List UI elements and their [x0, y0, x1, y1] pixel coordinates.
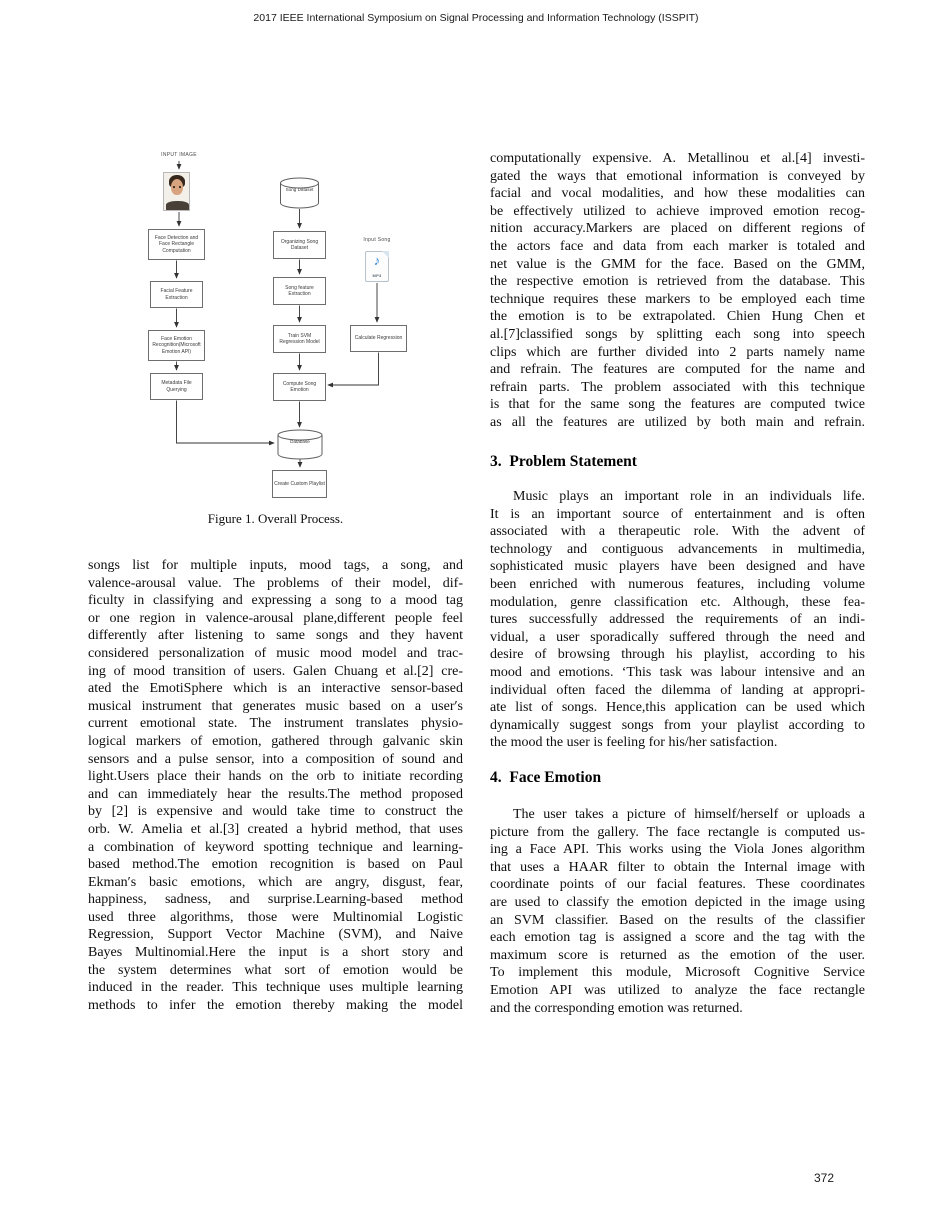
page-number: 372	[813, 1171, 835, 1185]
left-column-paragraph	[88, 557, 463, 1014]
mp3-text: MP3	[372, 273, 382, 278]
text-line: and the corresponding emotion was returned.	[490, 1000, 743, 1016]
text-line: coordinate points of our facial features. These coordinates	[490, 877, 865, 893]
text-line: a combination of keyword spotting technique and learning-	[88, 839, 463, 855]
connector-line	[328, 353, 379, 386]
text-line: ficulty in classifying and expressing a song to a mood tag	[88, 593, 463, 609]
text-line: ing a Face API. This works using the Viola Jones algorithm	[490, 842, 865, 858]
node-song-feature-extraction: Song feature Extraction	[273, 277, 326, 305]
text-line: modulation, genre classification etc. Although, these fea-	[490, 594, 865, 610]
text-line: the emotion is to be extrapolated. Chien Hung Chen et	[490, 309, 865, 325]
text-line: picture from the gallery. The face rectangle is computed us-	[490, 824, 865, 840]
node-face-detection: Face Detection and Face Rectangle Computation	[148, 229, 205, 260]
node-database-label: Database	[290, 439, 310, 444]
text-line: orb. W. Amelia et al.[3] created a hybrid method, that uses	[88, 821, 463, 837]
text-line: the respective emotion is retrieved from the database. This	[490, 274, 865, 290]
text-line: songs list for multiple inputs, mood tags, a song, and	[88, 558, 463, 573]
node-facial-feature-extraction: Facial Feature Extraction	[150, 281, 203, 308]
text-line: considered personalization of music mood model and trac-	[88, 645, 463, 661]
text-line: current emotional state. The instrument translates physio-	[88, 716, 463, 732]
text-line: be effectively utilized to achieve improved emotion recog-	[490, 203, 865, 219]
text-line: that uses a HAAR filter to obtain the Internal image with	[490, 859, 865, 875]
text-line: Bayes Multinomial.Here the input is a short story and	[88, 945, 463, 961]
photo-shirt	[166, 201, 189, 210]
text-line: musical instrument that generates music based on a user′s	[88, 698, 463, 714]
figure-caption: Figure 1. Overall Process.	[207, 511, 344, 526]
text-line: or one region in valence-arousal plane,different people feel	[88, 610, 463, 626]
text-line: valence-arousal value. The problems of their model, dif-	[88, 575, 463, 591]
node-face-emotion-recognition: Face Emotion Recognition(Microsoft Emotion API)	[148, 330, 205, 361]
section-4-heading: 4. Face Emotion	[490, 769, 602, 786]
text-line: vidual, a user sporadically suffered through the need and	[490, 629, 865, 645]
text-line: induced in the reader. This technique uses multiple learning	[88, 980, 463, 996]
text-line: al.[7]classified songs by splitting each song into speech	[490, 326, 865, 342]
text-line: methods to infer the emotion thereby making the model	[88, 997, 463, 1013]
right-column-paragraph-1	[490, 150, 865, 432]
node-organizing-song-dataset: Organizing Song Dataset	[273, 231, 326, 259]
text-line: desire of browsing through his playlist, according to his	[490, 647, 865, 663]
text-line: is that for the same song the features are computed twice	[490, 397, 865, 413]
text-line: associated with a therapeutic role. With the advent of	[490, 524, 865, 540]
text-line: mood and emotions. ‘This task was labour intensive and an	[490, 664, 865, 680]
text-line: happiness, sadness, and surprise.Learning-based method	[88, 892, 463, 908]
text-line: sensors and a pulse sensor, into a composition of sound and	[88, 751, 463, 767]
node-metadata-file-querying: Metadata File Querying	[150, 373, 203, 400]
section-3-heading: 3. Problem Statement	[490, 453, 637, 470]
text-line: Ekman′s basic emotions, which are angry, disgust, fear,	[88, 874, 463, 890]
text-line: clips which are further divided into 2 parts namely name	[490, 344, 865, 360]
text-line: ated the EmotiSphere which is an interactive sensor-based	[88, 681, 463, 697]
text-line: the actors face and data from each marker is totaled and	[490, 238, 865, 254]
node-calculate-regression: Calculate Regression	[350, 325, 407, 352]
text-line: are used to classify the emotion depicted in the image using	[490, 894, 865, 910]
song-dataset-cylinder	[281, 178, 319, 208]
text-line: light.Users place their hands on the orb to initiate recording	[88, 769, 463, 785]
text-line: individual often faced the dilemma of landing at appropri-	[490, 682, 865, 698]
figure-1-flowchart	[88, 150, 463, 502]
text-line: facial and vocal modalities, and how these modalities can	[490, 186, 865, 202]
text-line: differently after listening to same songs and they havent	[88, 628, 463, 644]
text-line: an SVM classifier. Based on the results of the classifier	[490, 912, 865, 928]
text-line: Emotion API was utilized to analyze the face rectangle	[490, 982, 865, 998]
input-song-label: Input Song	[363, 237, 391, 243]
text-line: and can immediately hear the results.The method proposed	[88, 786, 463, 802]
text-line: refrain parts. The problem associated with this technique	[490, 379, 865, 395]
text-line: each emotion tag is assigned a score and the tag with the	[490, 930, 865, 946]
text-line: the mood the user is feeling for his/her satisfaction.	[490, 735, 778, 751]
mp3-file-icon	[365, 251, 389, 282]
node-compute-song-emotion: Compute Song Emotion	[273, 373, 326, 401]
text-line: sophisticated music players have been designed and have	[490, 559, 865, 575]
input-face-photo	[163, 172, 190, 211]
text-line: ate list of songs. Hence,this application can be used which	[490, 700, 865, 716]
photo-eye	[179, 186, 181, 188]
text-line: maximum score is returned as the emotion of the user.	[490, 947, 865, 963]
text-line: logical markers of emotion, gathered through galvanic skin	[88, 733, 463, 749]
text-line: dynamically suggest songs from your playlist according to	[490, 717, 865, 733]
text-line: technique requires these markers to be employed each time	[490, 291, 865, 307]
right-column-paragraph-2	[490, 488, 865, 752]
text-line: nition accuracy.Markers are placed on different regions of	[490, 221, 865, 237]
conference-header: 2017 IEEE International Symposium on Signal Processing and Information Technology (ISSPIT)	[253, 12, 699, 24]
text-line: gated the ways that emotional information is conveyed by	[490, 168, 865, 184]
text-line: Music plays an important role in an individuals life.	[513, 489, 865, 504]
text-line: been enriched with numerous features, including volume	[490, 576, 865, 592]
text-line: net value is the GMM for the face. Based on the GMM,	[490, 256, 865, 272]
text-line: used three algorithms, those were Multinomial Logistic	[88, 909, 463, 925]
node-create-custom-playlist: Create Custom Playlist	[272, 470, 327, 498]
text-line: computationally expensive. A. Metallinou et al.[4] investi-	[490, 151, 865, 166]
text-line: To implement this module, Microsoft Cognitive Service	[490, 965, 865, 981]
text-line: tures successfully addressed the requirements of an indi-	[490, 612, 865, 628]
input-image-label: INPUT IMAGE	[161, 152, 197, 158]
photo-eye	[173, 186, 175, 188]
text-line: by [2] is expensive and would take time to construct the	[88, 804, 463, 820]
text-line: technology and contiguous advancements in multimedia,	[490, 541, 865, 557]
text-line: the system determines what sort of emotion would be	[88, 962, 463, 978]
connector-line	[177, 401, 275, 444]
text-line: It is an important source of entertainment and is often	[490, 506, 865, 522]
node-song-dataset-label: Song Dataset	[285, 187, 314, 192]
text-line: based method.The emotion recognition is based on Paul	[88, 857, 463, 873]
text-line: and refrain. The features are computed for the name and	[490, 362, 865, 378]
database-cylinder	[278, 430, 322, 459]
text-line: ing of mood transition of users. Galen Chuang et al.[2] cre-	[88, 663, 463, 679]
text-line: as all the features are utilized by both main and refrain.	[490, 414, 865, 430]
text-line: The user takes a picture of himself/herself or uploads a	[513, 807, 865, 822]
music-note-icon: ♪	[373, 253, 381, 268]
right-column-paragraph-3	[490, 806, 865, 1017]
node-train-svm-regression: Train SVM Regression Model	[273, 325, 326, 353]
text-line: Regression, Support Vector Machine (SVM), and Naive	[88, 927, 463, 943]
